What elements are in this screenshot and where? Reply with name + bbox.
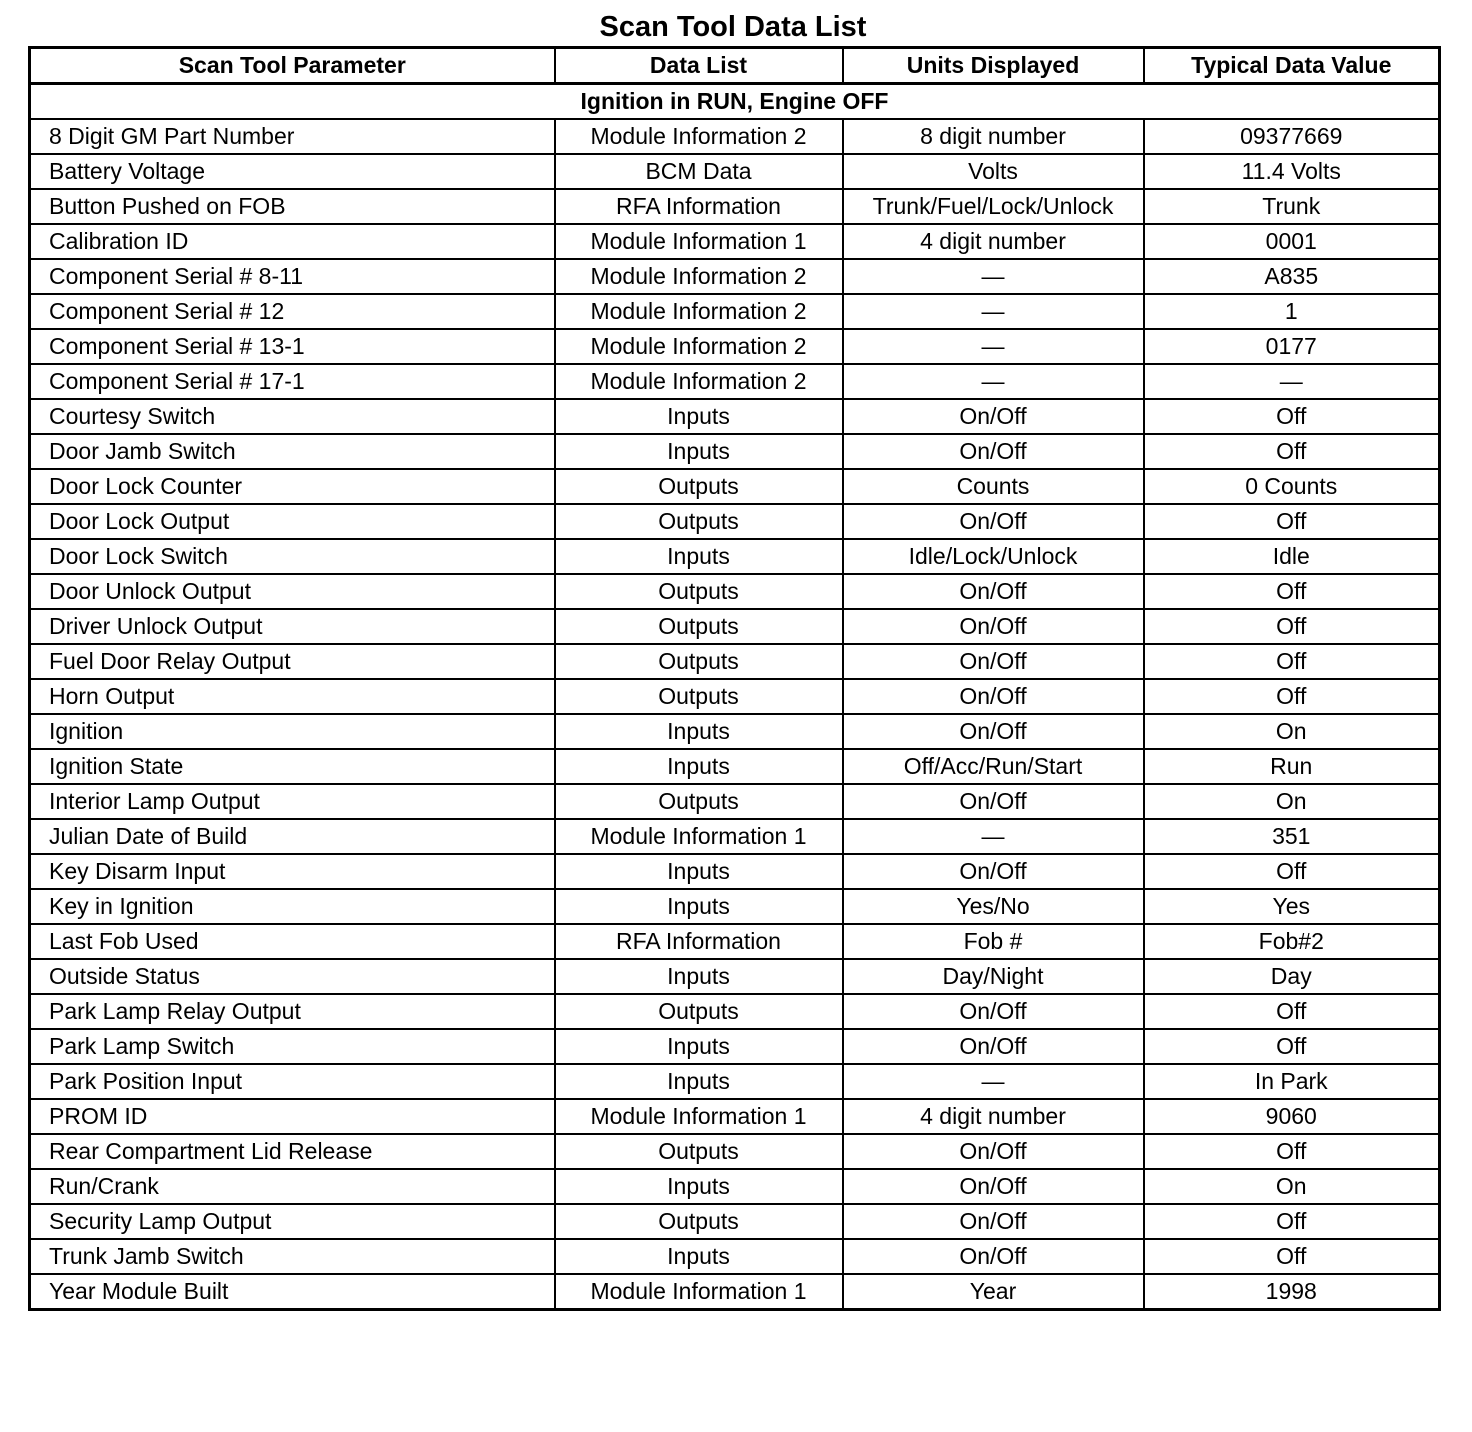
data-list-cell: Outputs bbox=[555, 679, 843, 714]
units-cell: — bbox=[843, 294, 1144, 329]
table-row bbox=[30, 1204, 1440, 1239]
typical-value-cell: Day bbox=[1144, 959, 1440, 994]
parameter-cell: Component Serial # 12 bbox=[30, 294, 555, 329]
parameter-cell: Ignition bbox=[30, 714, 555, 749]
typical-value-cell: Run bbox=[1144, 749, 1440, 784]
table-row bbox=[30, 1274, 1440, 1310]
typical-value-cell: On bbox=[1144, 714, 1440, 749]
column-header-parameter: Scan Tool Parameter bbox=[30, 48, 555, 84]
typical-value-cell: In Park bbox=[1144, 1064, 1440, 1099]
units-cell: — bbox=[843, 259, 1144, 294]
data-list-cell: Outputs bbox=[555, 504, 843, 539]
parameter-cell: Park Lamp Switch bbox=[30, 1029, 555, 1064]
parameter-cell: Driver Unlock Output bbox=[30, 609, 555, 644]
table-row bbox=[30, 434, 1440, 469]
data-list-cell: Module Information 1 bbox=[555, 1099, 843, 1134]
data-list-cell: Inputs bbox=[555, 1064, 843, 1099]
parameter-cell: Outside Status bbox=[30, 959, 555, 994]
units-cell: On/Off bbox=[843, 1239, 1144, 1274]
section-row bbox=[30, 84, 1440, 120]
table-row bbox=[30, 189, 1440, 224]
units-cell: Fob # bbox=[843, 924, 1144, 959]
typical-value-cell: Off bbox=[1144, 504, 1440, 539]
data-list-cell: Module Information 1 bbox=[555, 1274, 843, 1310]
parameter-cell: Last Fob Used bbox=[30, 924, 555, 959]
typical-value-cell: On bbox=[1144, 784, 1440, 819]
data-list-cell: Inputs bbox=[555, 434, 843, 469]
table-row bbox=[30, 119, 1440, 154]
units-cell: — bbox=[843, 329, 1144, 364]
units-cell: On/Off bbox=[843, 644, 1144, 679]
typical-value-cell: Fob#2 bbox=[1144, 924, 1440, 959]
typical-value-cell: 0001 bbox=[1144, 224, 1440, 259]
table-row bbox=[30, 1134, 1440, 1169]
table-row bbox=[30, 259, 1440, 294]
typical-value-cell: On bbox=[1144, 1169, 1440, 1204]
data-list-cell: BCM Data bbox=[555, 154, 843, 189]
data-list-cell: Inputs bbox=[555, 749, 843, 784]
typical-value-cell: Off bbox=[1144, 1239, 1440, 1274]
parameter-cell: Key Disarm Input bbox=[30, 854, 555, 889]
table-row bbox=[30, 224, 1440, 259]
units-cell: On/Off bbox=[843, 399, 1144, 434]
units-cell: — bbox=[843, 1064, 1144, 1099]
table-row bbox=[30, 399, 1440, 434]
parameter-cell: PROM ID bbox=[30, 1099, 555, 1134]
typical-value-cell: 1998 bbox=[1144, 1274, 1440, 1310]
parameter-cell: Battery Voltage bbox=[30, 154, 555, 189]
units-cell: On/Off bbox=[843, 1134, 1144, 1169]
parameter-cell: Key in Ignition bbox=[30, 889, 555, 924]
units-cell: 4 digit number bbox=[843, 1099, 1144, 1134]
parameter-cell: Door Lock Output bbox=[30, 504, 555, 539]
units-cell: On/Off bbox=[843, 1204, 1144, 1239]
data-list-cell: Inputs bbox=[555, 1169, 843, 1204]
parameter-cell: Year Module Built bbox=[30, 1274, 555, 1310]
scan-tool-data-table bbox=[28, 46, 1441, 1311]
parameter-cell: Julian Date of Build bbox=[30, 819, 555, 854]
data-list-cell: Module Information 2 bbox=[555, 119, 843, 154]
typical-value-cell: 11.4 Volts bbox=[1144, 154, 1440, 189]
data-list-cell: Outputs bbox=[555, 994, 843, 1029]
parameter-cell: Door Unlock Output bbox=[30, 574, 555, 609]
typical-value-cell: Off bbox=[1144, 1029, 1440, 1064]
table-row bbox=[30, 1169, 1440, 1204]
data-list-cell: Module Information 1 bbox=[555, 224, 843, 259]
header-row bbox=[30, 48, 1440, 84]
table-row bbox=[30, 504, 1440, 539]
typical-value-cell: 0177 bbox=[1144, 329, 1440, 364]
typical-value-cell: A835 bbox=[1144, 259, 1440, 294]
typical-value-cell: 09377669 bbox=[1144, 119, 1440, 154]
units-cell: Yes/No bbox=[843, 889, 1144, 924]
data-list-cell: RFA Information bbox=[555, 924, 843, 959]
table-row bbox=[30, 469, 1440, 504]
parameter-cell: 8 Digit GM Part Number bbox=[30, 119, 555, 154]
table-row bbox=[30, 1099, 1440, 1134]
parameter-cell: Run/Crank bbox=[30, 1169, 555, 1204]
data-list-cell: Module Information 2 bbox=[555, 259, 843, 294]
typical-value-cell: 9060 bbox=[1144, 1099, 1440, 1134]
units-cell: On/Off bbox=[843, 994, 1144, 1029]
table-row bbox=[30, 1239, 1440, 1274]
table-row bbox=[30, 539, 1440, 574]
section-label: Ignition in RUN, Engine OFF bbox=[30, 84, 1440, 120]
parameter-cell: Trunk Jamb Switch bbox=[30, 1239, 555, 1274]
table-row bbox=[30, 644, 1440, 679]
parameter-cell: Ignition State bbox=[30, 749, 555, 784]
table-row bbox=[30, 609, 1440, 644]
data-list-cell: Inputs bbox=[555, 1239, 843, 1274]
units-cell: — bbox=[843, 819, 1144, 854]
typical-value-cell: Off bbox=[1144, 1134, 1440, 1169]
parameter-cell: Interior Lamp Output bbox=[30, 784, 555, 819]
typical-value-cell: Off bbox=[1144, 609, 1440, 644]
typical-value-cell: Idle bbox=[1144, 539, 1440, 574]
typical-value-cell: Off bbox=[1144, 399, 1440, 434]
table-row bbox=[30, 784, 1440, 819]
table-row bbox=[30, 294, 1440, 329]
units-cell: 4 digit number bbox=[843, 224, 1144, 259]
table-row bbox=[30, 854, 1440, 889]
table-row bbox=[30, 679, 1440, 714]
typical-value-cell: 0 Counts bbox=[1144, 469, 1440, 504]
typical-value-cell: Trunk bbox=[1144, 189, 1440, 224]
table-row bbox=[30, 1029, 1440, 1064]
data-list-cell: Inputs bbox=[555, 714, 843, 749]
data-list-cell: Inputs bbox=[555, 539, 843, 574]
units-cell: Volts bbox=[843, 154, 1144, 189]
data-list-cell: Module Information 2 bbox=[555, 294, 843, 329]
units-cell: On/Off bbox=[843, 434, 1144, 469]
typical-value-cell: Off bbox=[1144, 574, 1440, 609]
parameter-cell: Component Serial # 8-11 bbox=[30, 259, 555, 294]
data-list-cell: Module Information 2 bbox=[555, 329, 843, 364]
typical-value-cell: Yes bbox=[1144, 889, 1440, 924]
data-list-cell: Inputs bbox=[555, 399, 843, 434]
parameter-cell: Door Jamb Switch bbox=[30, 434, 555, 469]
data-list-cell: RFA Information bbox=[555, 189, 843, 224]
parameter-cell: Rear Compartment Lid Release bbox=[30, 1134, 555, 1169]
typical-value-cell: 1 bbox=[1144, 294, 1440, 329]
parameter-cell: Door Lock Counter bbox=[30, 469, 555, 504]
column-header-data-list: Data List bbox=[555, 48, 843, 84]
units-cell: On/Off bbox=[843, 574, 1144, 609]
parameter-cell: Courtesy Switch bbox=[30, 399, 555, 434]
units-cell: Year bbox=[843, 1274, 1144, 1310]
units-cell: On/Off bbox=[843, 714, 1144, 749]
parameter-cell: Security Lamp Output bbox=[30, 1204, 555, 1239]
table-row bbox=[30, 749, 1440, 784]
parameter-cell: Park Position Input bbox=[30, 1064, 555, 1099]
units-cell: Trunk/Fuel/Lock/Unlock bbox=[843, 189, 1144, 224]
data-list-cell: Module Information 1 bbox=[555, 819, 843, 854]
page-title: Scan Tool Data List bbox=[599, 11, 867, 43]
parameter-cell: Component Serial # 17-1 bbox=[30, 364, 555, 399]
parameter-cell: Calibration ID bbox=[30, 224, 555, 259]
data-list-cell: Inputs bbox=[555, 959, 843, 994]
parameter-cell: Fuel Door Relay Output bbox=[30, 644, 555, 679]
table-row bbox=[30, 714, 1440, 749]
units-cell: Counts bbox=[843, 469, 1144, 504]
data-list-cell: Inputs bbox=[555, 1029, 843, 1064]
typical-value-cell: — bbox=[1144, 364, 1440, 399]
units-cell: On/Off bbox=[843, 504, 1144, 539]
parameter-cell: Component Serial # 13-1 bbox=[30, 329, 555, 364]
typical-value-cell: Off bbox=[1144, 854, 1440, 889]
table-row bbox=[30, 364, 1440, 399]
typical-value-cell: Off bbox=[1144, 679, 1440, 714]
column-header-units: Units Displayed bbox=[843, 48, 1144, 84]
typical-value-cell: Off bbox=[1144, 994, 1440, 1029]
data-list-cell: Outputs bbox=[555, 574, 843, 609]
typical-value-cell: Off bbox=[1144, 434, 1440, 469]
parameter-cell: Horn Output bbox=[30, 679, 555, 714]
table-row bbox=[30, 329, 1440, 364]
units-cell: 8 digit number bbox=[843, 119, 1144, 154]
data-list-cell: Outputs bbox=[555, 1134, 843, 1169]
units-cell: Idle/Lock/Unlock bbox=[843, 539, 1144, 574]
units-cell: On/Off bbox=[843, 609, 1144, 644]
typical-value-cell: 351 bbox=[1144, 819, 1440, 854]
parameter-cell: Door Lock Switch bbox=[30, 539, 555, 574]
typical-value-cell: Off bbox=[1144, 1204, 1440, 1239]
table-row bbox=[30, 889, 1440, 924]
parameter-cell: Park Lamp Relay Output bbox=[30, 994, 555, 1029]
data-list-cell: Module Information 2 bbox=[555, 364, 843, 399]
table-row bbox=[30, 1064, 1440, 1099]
data-list-cell: Outputs bbox=[555, 609, 843, 644]
units-cell: On/Off bbox=[843, 679, 1144, 714]
data-list-cell: Outputs bbox=[555, 1204, 843, 1239]
typical-value-cell: Off bbox=[1144, 644, 1440, 679]
table-row bbox=[30, 819, 1440, 854]
table-row bbox=[30, 959, 1440, 994]
data-list-cell: Outputs bbox=[555, 644, 843, 679]
units-cell: On/Off bbox=[843, 854, 1144, 889]
column-header-typical-value: Typical Data Value bbox=[1144, 48, 1440, 84]
units-cell: On/Off bbox=[843, 1169, 1144, 1204]
table-row bbox=[30, 154, 1440, 189]
parameter-cell: Button Pushed on FOB bbox=[30, 189, 555, 224]
table-row bbox=[30, 924, 1440, 959]
units-cell: On/Off bbox=[843, 784, 1144, 819]
table-row bbox=[30, 994, 1440, 1029]
table-row bbox=[30, 574, 1440, 609]
data-list-cell: Inputs bbox=[555, 854, 843, 889]
units-cell: — bbox=[843, 364, 1144, 399]
data-list-cell: Outputs bbox=[555, 784, 843, 819]
units-cell: Day/Night bbox=[843, 959, 1144, 994]
units-cell: Off/Acc/Run/Start bbox=[843, 749, 1144, 784]
data-list-cell: Outputs bbox=[555, 469, 843, 504]
data-list-cell: Inputs bbox=[555, 889, 843, 924]
units-cell: On/Off bbox=[843, 1029, 1144, 1064]
